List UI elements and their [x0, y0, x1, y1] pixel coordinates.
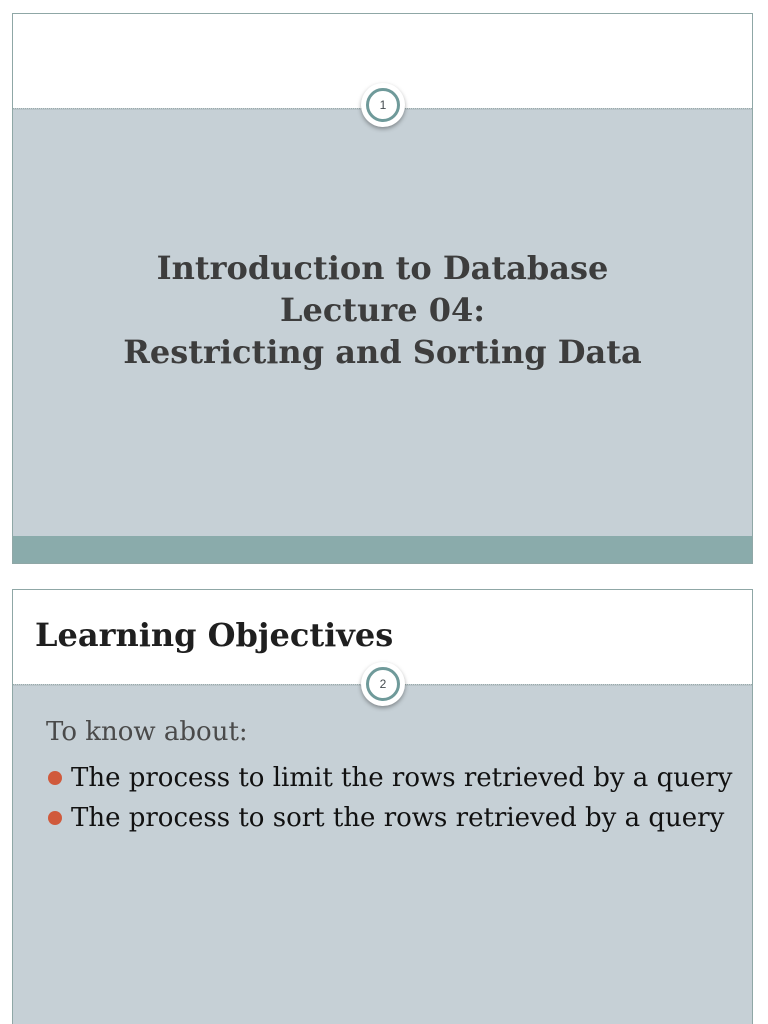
- slide-number: 2: [366, 667, 400, 701]
- bullet-text: The process to limit the rows retrieved by a query: [71, 763, 733, 793]
- bullet-list: [47, 758, 732, 838]
- title-line: Lecture 04:: [279, 291, 486, 329]
- intro-text: To know about:: [46, 717, 248, 747]
- list-item: [47, 758, 732, 798]
- bullet-circle-icon: [48, 811, 62, 825]
- bullet-text: The process to sort the rows retrieved by a query: [71, 803, 725, 833]
- slide-2: [12, 589, 753, 1024]
- title-line: Restricting and Sorting Data: [123, 333, 642, 371]
- bullet-circle-icon: [48, 771, 62, 785]
- slide-number-badge: [361, 662, 405, 706]
- title-line: Introduction to Database: [156, 249, 609, 287]
- list-item: [47, 798, 732, 838]
- slide-title: [13, 247, 752, 373]
- slide-1: [12, 13, 753, 564]
- slide-number-badge: [361, 83, 405, 127]
- slide-number: 1: [366, 88, 400, 122]
- footer-accent-bar: [13, 536, 752, 563]
- slide-heading: Learning Objectives: [35, 616, 394, 654]
